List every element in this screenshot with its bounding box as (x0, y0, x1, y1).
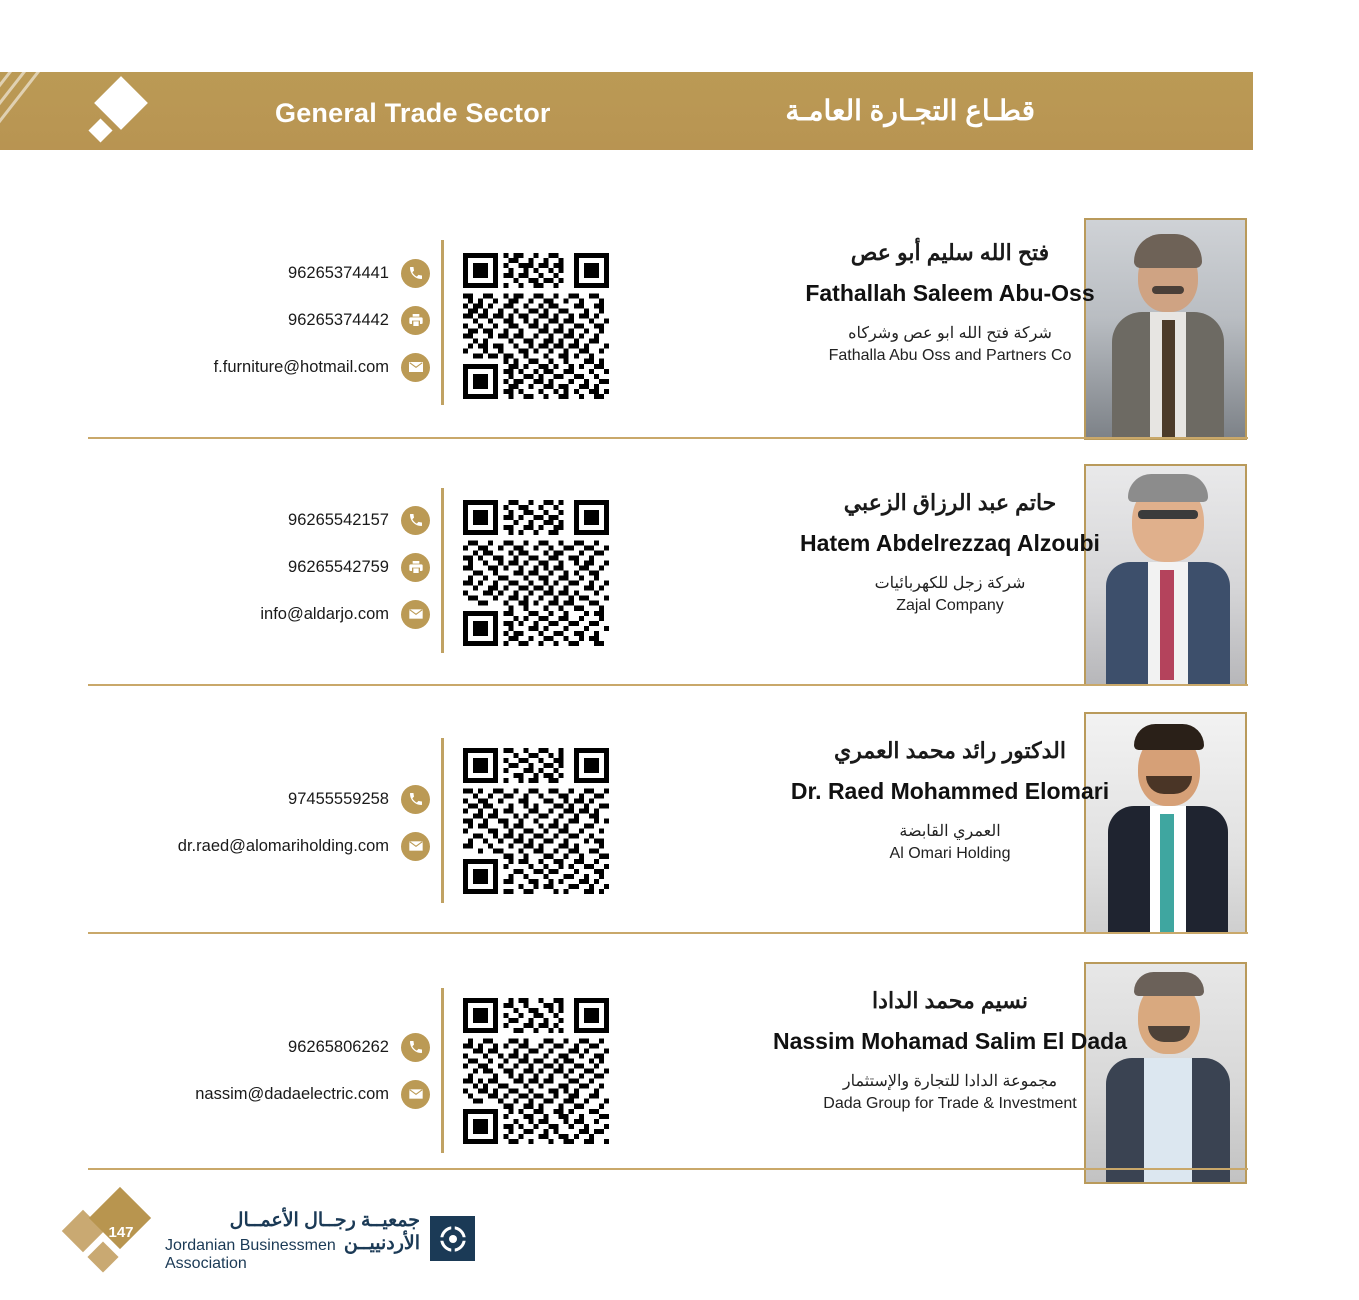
footer-diamond-bottom (87, 1241, 118, 1272)
member-name-ar: نسيم محمد الدادا (872, 988, 1028, 1013)
member-company-en: Dada Group for Trade & Investment (823, 1095, 1077, 1112)
contact-block (130, 1032, 430, 1126)
member-names (670, 738, 1230, 863)
fax-icon (401, 306, 430, 335)
association-name-en: Jordanian Businessmen Association (165, 1237, 336, 1272)
contact-fax-value: 96265374442 (288, 310, 389, 329)
member-name-ar: الدكتور رائد محمد العمري (834, 738, 1066, 763)
contact-email-row[interactable] (110, 831, 430, 861)
member-company-en: Zajal Company (896, 597, 1004, 614)
member-names (670, 240, 1230, 365)
section-title-ar: قطـاع التجـارة العامـة (785, 95, 1035, 126)
entry-separator (88, 437, 1248, 439)
association-name-ar: جمعيــة رجــال الأعمــال الأردنييــن (229, 1210, 420, 1254)
phone-icon (401, 506, 430, 535)
member-company-ar: مجموعة الدادا للتجارة والإستثمار (842, 1073, 1058, 1090)
contact-phone-row[interactable] (150, 258, 430, 288)
member-name-en: Nassim Mohamad Salim El Dada (772, 1028, 1128, 1054)
entry-divider-bar (441, 488, 444, 653)
contact-phone-value: 96265542157 (288, 510, 389, 529)
member-names (670, 490, 1230, 615)
member-company-ar: شركة زجل للكهربائيات (874, 575, 1026, 592)
member-company-ar: شركة فتح الله ابو عص وشركاه (848, 325, 1052, 342)
contact-email-row[interactable] (130, 1079, 430, 1109)
association-logo (430, 1216, 475, 1261)
entry-divider-bar (441, 738, 444, 903)
entry-separator (88, 684, 1248, 686)
member-company-en: Al Omari Holding (889, 845, 1011, 862)
contact-phone-value: 96265806262 (288, 1037, 389, 1056)
contact-block (150, 505, 430, 646)
entry-divider-bar (441, 988, 444, 1153)
contact-block (150, 258, 430, 399)
contact-phone-row[interactable] (130, 1032, 430, 1062)
email-icon (401, 353, 430, 382)
member-name-ar: حاتم عبد الرزاق الزعبي (843, 490, 1057, 515)
header-diamond-decoration (86, 78, 160, 150)
contact-phone-value: 96265374441 (288, 263, 389, 282)
member-qr-code[interactable] (463, 500, 609, 646)
contact-fax-value: 96265542759 (288, 557, 389, 576)
section-title-en: General Trade Sector (275, 98, 551, 128)
entry-separator (88, 932, 1248, 934)
member-qr-code[interactable] (463, 253, 609, 399)
email-icon (401, 1080, 430, 1109)
contact-phone-row[interactable] (150, 505, 430, 535)
contact-phone-row[interactable] (110, 784, 430, 814)
contact-fax-row[interactable] (150, 552, 430, 582)
footer-separator (88, 1168, 1248, 1170)
page-number: 147 (108, 1224, 134, 1241)
member-qr-code[interactable] (463, 748, 609, 894)
member-name-en: Hatem Abdelrezzaq Alzoubi (800, 530, 1100, 556)
contact-phone-value: 97455559258 (288, 789, 389, 808)
phone-icon (401, 1033, 430, 1062)
email-icon (401, 832, 430, 861)
contact-email-value: nassim@dadaelectric.com (195, 1084, 389, 1103)
header-stripes-decoration (0, 72, 96, 150)
member-name-en: Fathallah Saleem Abu-Oss (805, 280, 1095, 306)
member-company-ar: العمري القابضة (899, 823, 1001, 840)
section-header-band (0, 72, 1253, 150)
member-names (670, 988, 1230, 1113)
member-name-ar: فتح الله سليم أبو عص (850, 240, 1050, 265)
contact-email-value: f.furniture@hotmail.com (213, 357, 389, 376)
member-company-en: Fathalla Abu Oss and Partners Co (828, 347, 1072, 364)
email-icon (401, 600, 430, 629)
entry-divider-bar (441, 240, 444, 405)
phone-icon (401, 259, 430, 288)
phone-icon (401, 785, 430, 814)
fax-icon (401, 553, 430, 582)
contact-email-row[interactable] (150, 599, 430, 629)
contact-fax-row[interactable] (150, 305, 430, 335)
contact-email-row[interactable] (150, 352, 430, 382)
contact-email-value: info@aldarjo.com (260, 604, 389, 623)
member-qr-code[interactable] (463, 998, 609, 1144)
member-name-en: Dr. Raed Mohammed Elomari (790, 778, 1110, 804)
contact-block (110, 784, 430, 878)
contact-email-value: dr.raed@alomariholding.com (177, 836, 389, 855)
